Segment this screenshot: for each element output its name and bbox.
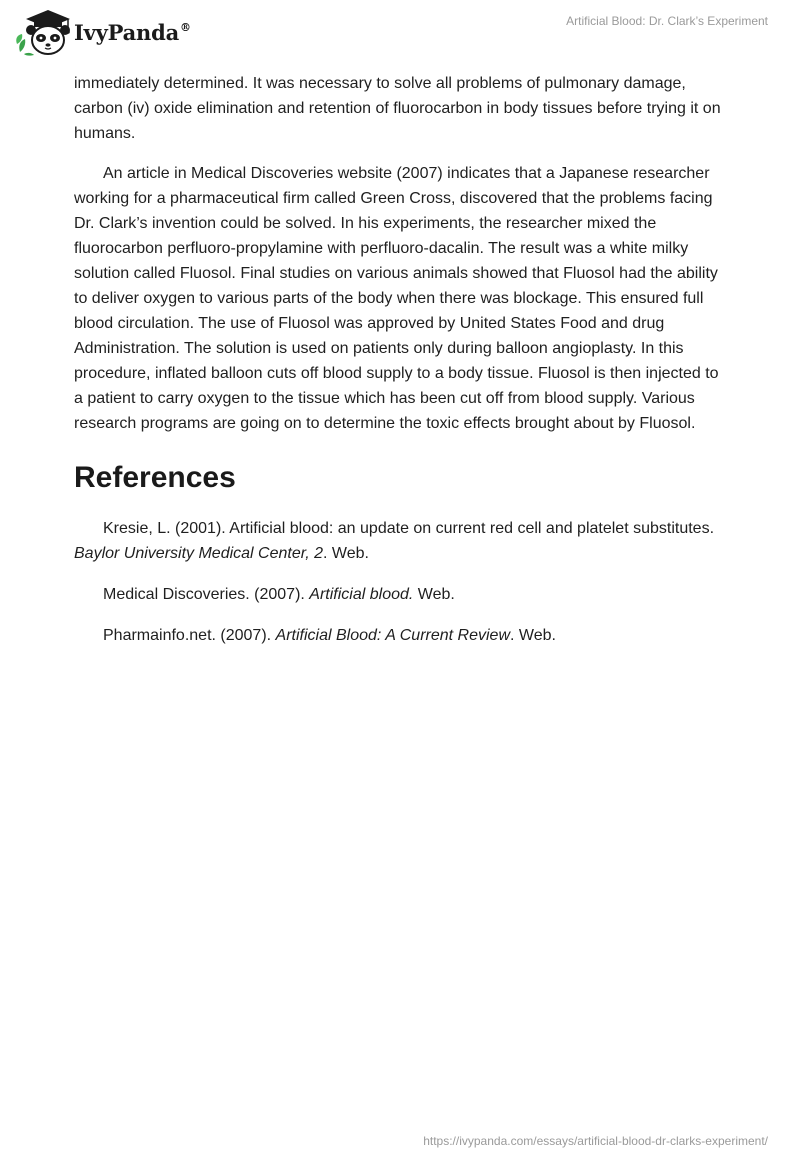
reference-item: Kresie, L. (2001). Artificial blood: an update on current red cell and platelet substitutes. Baylor University Medical Center, 2. Web. — [74, 520, 715, 562]
source-url-link[interactable]: https://ivypanda.com/essays/artificial-blood-dr-clarks-experiment/ — [423, 1134, 768, 1148]
document-title: Artificial Blood: Dr. Clark’s Experiment — [566, 14, 768, 28]
body-paragraph-2: An article in Medical Discoveries website (2007) indicates that a Japanese researcher working for a pharmaceutical firm called Green Cross, discovered that the problems facing Dr. Clark’s invention could be solved. In his experiments, the researcher mixed the fluorocarbon perfluoro-propylamine with perfluoro-dacalin. The result was a white milky solution called Fluosol. Final studies on various animals showed that Fluosol had the ability to deliver oxygen to various parts of the body when there was blockage. This ensured full blood circulation. The use of Fluosol was approved by United States Food and drug Administration. The solution is used on patients only during balloon angioplasty. In this procedure, inflated balloon cuts off blood supply to a body tissue. Fluosol is then injected to a patient to carry oxygen to the tissue which has been cut off from blood supply. Various research programs are going on to determine the toxic effects brought about by Fluosol. — [74, 165, 719, 432]
reference-source-title: Artificial blood. — [309, 586, 414, 603]
reference-source-title: Baylor University Medical Center, 2 — [74, 545, 323, 562]
ivypanda-logo[interactable] — [14, 8, 191, 56]
brand-name: IvyPanda® — [74, 19, 191, 45]
references-heading: References — [74, 461, 236, 494]
body-paragraph-1: immediately determined. It was necessary to solve all problems of pulmonary damage, carbon (iv) oxide elimination and retention of fluorocarbon in body tissues before trying it on humans. — [74, 75, 721, 142]
essay-content — [74, 71, 726, 648]
references-list — [74, 516, 726, 648]
reference-item: Pharmainfo.net. (2007). Artificial Blood: A Current Review. Web. — [103, 627, 556, 644]
trademark-symbol: ® — [180, 20, 191, 34]
reference-source-title: Artificial Blood: A Current Review — [275, 627, 510, 644]
page-header — [0, 0, 800, 64]
panda-graduate-icon — [14, 8, 72, 56]
reference-item: Medical Discoveries. (2007). Artificial blood. Web. — [103, 586, 455, 603]
